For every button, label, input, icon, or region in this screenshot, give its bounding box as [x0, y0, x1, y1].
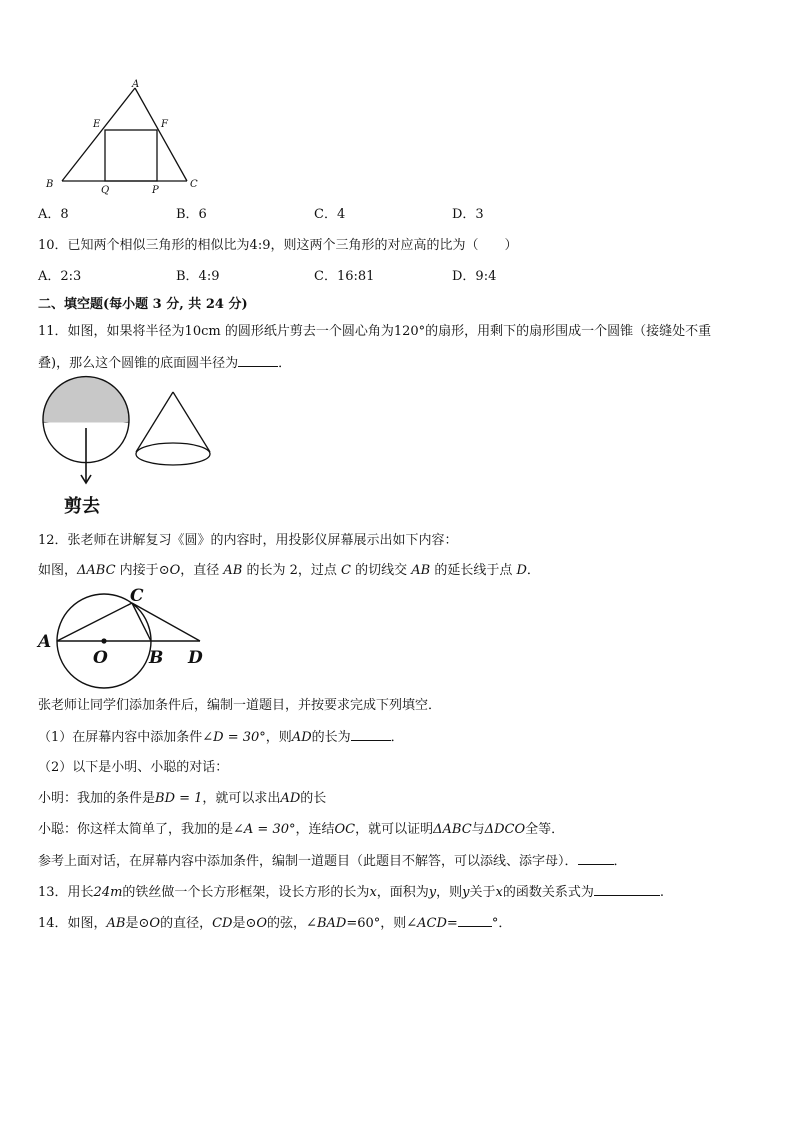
q12-xc-b: ∠A = 30° — [233, 822, 296, 837]
q12-desc-g: 的长为 2，过点 — [242, 563, 342, 578]
label-a: A — [132, 79, 140, 90]
q10-option-c[interactable]: C．16:81 — [314, 269, 375, 284]
q12-reference — [38, 852, 627, 871]
q12-xc-h: ΔDCO — [484, 822, 526, 837]
q12-desc-l: D — [516, 563, 527, 578]
q13-c: 的铁丝做一个长方形框架，设长方形的长为 — [122, 885, 370, 900]
q12-xm-d: AD — [280, 791, 301, 806]
q12-part2-answer-blank[interactable] — [578, 852, 614, 865]
q9-option-d[interactable]: D．3 — [452, 207, 484, 222]
q14-d: O — [149, 916, 161, 931]
q14-c: 是⊙ — [125, 916, 150, 931]
q9-option-b[interactable]: B．6 — [176, 207, 207, 222]
circle-tangent-figure — [38, 586, 218, 672]
q11-answer-blank[interactable] — [238, 354, 278, 367]
q13-answer-blank[interactable] — [594, 883, 660, 896]
q13-stem — [38, 883, 664, 902]
q12-xc-g: 与 — [471, 822, 485, 837]
q12-desc-h: C — [341, 563, 351, 578]
q13-j: x — [495, 885, 503, 900]
q13-a: 13．用长 — [38, 885, 94, 900]
q14-b: AB — [106, 916, 126, 931]
q12-part1-b: ∠D = 30° — [202, 730, 266, 745]
q11-line2-text: 叠)，那么这个圆锥的底面圆半径为 — [38, 356, 239, 371]
q12-xiaocong — [38, 821, 564, 839]
label-c: C — [130, 586, 144, 606]
q12-desc-c: 内接于 — [115, 563, 159, 578]
q10-option-a[interactable]: A．2:3 — [38, 269, 82, 284]
q12-ref-text: 参考上面对话，在屏幕内容中添加条件，编制一道题目（此题目不解答，可以添线、添字母）． — [38, 854, 578, 869]
label-b: B — [149, 648, 164, 668]
q11-line2-end: ． — [278, 356, 292, 371]
triangle-rectangle-figure — [40, 76, 210, 196]
q12-part1-f: ． — [390, 730, 404, 745]
q12-description — [38, 562, 540, 580]
q12-part1-e: 的长为 — [311, 730, 351, 745]
label-f: F — [161, 119, 168, 130]
q14-n: °． — [491, 916, 512, 931]
q13-g: ，则 — [436, 885, 463, 900]
q14-l: ACD — [417, 916, 447, 931]
q13-e: ，面积为 — [376, 885, 429, 900]
q12-part2: （2）以下是小明、小聪的对话： — [38, 760, 229, 775]
q12-desc-d: ⊙O — [158, 563, 181, 578]
q11-line2 — [38, 354, 291, 373]
q12-part1-c: ，则 — [265, 730, 292, 745]
q14-stem — [38, 914, 511, 933]
q12-xc-a: 小聪：你这样太简单了，我加的是 — [38, 822, 234, 837]
q12-part1-d: AD — [291, 730, 312, 745]
sector-cone-figure — [38, 386, 218, 518]
label-q: Q — [101, 185, 110, 196]
q13-d: x — [369, 885, 377, 900]
cut-label: 剪去 — [64, 496, 100, 517]
q13-b: 24m — [93, 885, 123, 900]
q14-k: =60°，则∠ — [346, 916, 418, 931]
label-c: C — [190, 179, 198, 190]
q14-f: CD — [212, 916, 233, 931]
q12-ref-end: ． — [613, 854, 627, 869]
q10-option-d[interactable]: D．9:4 — [452, 269, 497, 284]
q14-a: 14．如图， — [38, 916, 107, 931]
q12-part1 — [38, 728, 404, 747]
q12-after-figure: 张老师让同学们添加条件后，编制一道题目，并按要求完成下列填空． — [38, 698, 442, 713]
q14-answer-blank[interactable] — [458, 914, 492, 927]
q12-desc-a: 如图， — [38, 563, 78, 578]
q12-xm-a: 小明：我加的条件是 — [38, 791, 156, 806]
q12-desc-j: AB — [411, 563, 431, 578]
q9-option-a[interactable]: A．8 — [38, 207, 69, 222]
q12-xc-i: 全等． — [525, 822, 565, 837]
q14-m: = — [446, 916, 458, 931]
q12-xc-e: ，就可以证明 — [355, 822, 434, 837]
q13-f: y — [428, 885, 437, 900]
q12-desc-b: ΔABC — [77, 563, 116, 578]
q13-k: 的函数关系式为 — [502, 885, 594, 900]
q12-xc-f: ΔABC — [433, 822, 472, 837]
q14-e: 的直径， — [160, 916, 213, 931]
q11-line1: 11．如图，如果将半径为10cm 的圆形纸片剪去一个圆心角为120°的扇形，用剩下的扇形围成一个圆锥（接缝处不重 — [38, 324, 712, 339]
q12-desc-m: ． — [526, 563, 540, 578]
q9-option-c[interactable]: C．4 — [314, 207, 346, 222]
q12-desc-i: 的切线交 — [350, 563, 412, 578]
label-e: E — [93, 119, 101, 130]
q14-g: 是⊙ — [232, 916, 257, 931]
q14-i: 的弦，∠ — [267, 916, 317, 931]
q12-xm-e: 的长 — [300, 791, 327, 806]
label-b: B — [46, 179, 54, 190]
q12-xc-d: OC — [334, 822, 356, 837]
label-a: A — [38, 632, 52, 652]
q10-option-b[interactable]: B．4:9 — [176, 269, 220, 284]
q12-part1-answer-blank[interactable] — [351, 728, 391, 741]
q12-desc-k: 的延长线于点 — [430, 563, 517, 578]
q12-xiaoming — [38, 790, 326, 808]
section-heading: 二、填空题(每小题 3 分, 共 24 分) — [38, 297, 248, 312]
q14-h: O — [256, 916, 268, 931]
q13-l: . — [659, 885, 665, 900]
label-d: D — [188, 648, 203, 668]
q12-xc-c: ，连结 — [295, 822, 335, 837]
q13-i: 关于 — [469, 885, 496, 900]
q13-h: y — [462, 885, 470, 900]
q12-xm-c: ，就可以求出 — [202, 791, 281, 806]
label-o: O — [93, 648, 108, 668]
q10-stem: 10．已知两个相似三角形的相似比为4:9，则这两个三角形的对应高的比为（ ） — [38, 238, 518, 253]
label-p: P — [152, 185, 159, 196]
q12-desc-f: AB — [223, 563, 243, 578]
q12-intro: 12．张老师在讲解复习《圆》的内容时，用投影仪屏幕展示出如下内容： — [38, 533, 458, 548]
q14-j: BAD — [316, 916, 347, 931]
q12-xm-b: BD = 1 — [155, 791, 203, 806]
q12-desc-e: ，直径 — [180, 563, 224, 578]
q12-part1-a: （1）在屏幕内容中添加条件 — [38, 730, 203, 745]
